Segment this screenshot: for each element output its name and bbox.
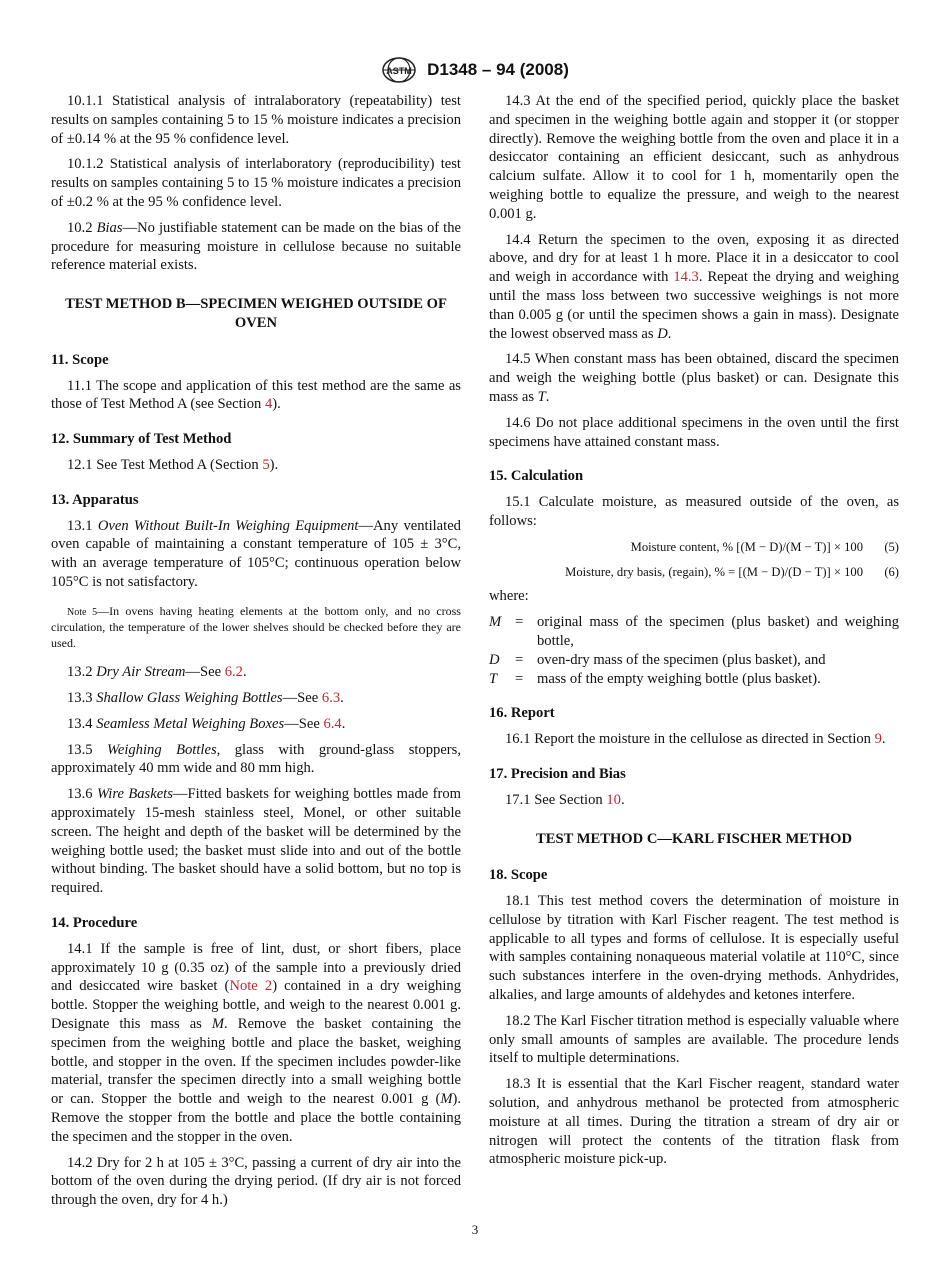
- paragraph-10-2: 10.2 Bias—No justifiable statement can be made on the bias of the procedure for measuring moisture in cellulose because no suitable reference material exists.: [51, 219, 461, 274]
- method-c-title: TEST METHOD C—KARL FISCHER METHOD: [536, 830, 852, 847]
- section-heading-17: 17. Precision and Bias: [489, 765, 626, 782]
- paragraph-13-6: 13.6 Wire Baskets—Fitted baskets for weighing bottles made from approximately 15-mesh stainless steel, Monel, or other suitable screen. The height and depth of the basket will be determined by the weighing bottle used; the basket must slide into and out of the bottle without binding. The basket should have a solid bottom, but no top is required.: [51, 786, 462, 897]
- page-header: [0, 56, 950, 84]
- note-link[interactable]: Note 2: [229, 978, 273, 995]
- paragraph-14-4: 14.4 Return the specimen to the oven, exposing it as directed above, and dry for at least 1 h more. Place it in a desiccator to cool and weigh in accordance with 14.3. Repeat the drying and weighing until the mass loss between two successive weighings is not more than 0.005 g (or until the specimen shows a gain in mass). Designate the lowest observed mass as D.: [489, 231, 899, 342]
- note-5: Note 5—In ovens having heating elements at the bottom only, and no cross circulation, the temperature of the lower shelves should be checked before they are used.: [51, 603, 461, 650]
- paragraph-14-3: 14.3 At the end of the specified period, quickly place the basket and specimen in the weighing bottle again and stopper it (or stopper directly). Remove the weighing bottle from the oven and place it in a desiccator containing an efficient desiccant, such as anhydrous calcium sulfate. Allow it to cool for 1 h, momentarily open the weighing bottle to equalize the pressure, and weigh to the nearest 0.001 g.: [489, 93, 899, 222]
- paragraph-11-1: 11.1 The scope and application of this test method are the same as those of Test Method A (see Section 4).: [51, 377, 461, 413]
- page-number: 3: [471, 1222, 479, 1237]
- method-b-title: TEST METHOD B—SPECIMEN WEIGHED OUTSIDE OF OVEN: [65, 296, 447, 331]
- paragraph-13-2: 13.2 Dry Air Stream—See 6.2.: [67, 664, 247, 681]
- section-link[interactable]: 14.3: [673, 269, 699, 286]
- section-heading-11: 11. Scope: [51, 351, 109, 368]
- paragraph-18-1: 18.1 This test method covers the determination of moisture in cellulose by titration with Karl Fischer reagent. The test method is applicable to all types and forms of cellulose. It is especially useful with samples containing nonaqueous material volatile at 110°C, since such substances interfere in the oven-drying methods. Anhydrides, alkalies, and large amounts of aldehydes and ketones interfere.: [489, 893, 899, 1004]
- where-label: where:: [489, 588, 529, 605]
- section-link[interactable]: 5: [262, 456, 270, 473]
- section-heading-18: 18. Scope: [489, 867, 548, 884]
- section-heading-13: 13. Apparatus: [51, 491, 139, 508]
- section-heading-15: 15. Calculation: [489, 468, 584, 485]
- paragraph-13-3: 13.3 Shallow Glass Weighing Bottles—See 6.3.: [67, 690, 344, 707]
- section-heading-12: 12. Summary of Test Method: [51, 431, 232, 448]
- section-heading-14: 14. Procedure: [51, 915, 138, 931]
- section-link[interactable]: 10: [606, 791, 621, 808]
- definition-row: T = mass of the empty weighing bottle (plus basket).: [489, 670, 821, 687]
- paragraph-14-2: 14.2 Dry for 2 h at 105 ± 3°C, passing a current of dry air into the bottom of the oven during the drying period. (If dry air is not forced through the oven, dry for 4 h.): [51, 1154, 461, 1209]
- section-link[interactable]: 9: [874, 731, 882, 748]
- section-link[interactable]: 6.2: [224, 664, 243, 681]
- definition-row: M = original mass of the specimen (plus basket) and weighing bottle,: [489, 614, 899, 649]
- paragraph-10-1-2: 10.1.2 Statistical analysis of interlaboratory (reproducibility) test results on samples containing 5 to 15 % moisture indicates a precision of ±0.2 % at the 95 % confidence level.: [51, 156, 461, 210]
- paragraph-18-2: 18.2 The Karl Fischer titration method is especially valuable where only small amounts of samples are available. The procedure lends itself to multiple determinations.: [489, 1012, 899, 1067]
- paragraph-13-4: 13.4 Seamless Metal Weighing Boxes—See 6.4.: [67, 715, 346, 732]
- paragraph-13-1: 13.1 Oven Without Built-In Weighing Equipment—Any ventilated oven capable of maintaining a constant temperature of 105 ± 3°C, with an average temperature of 105°C; continuous operation below 105°C is not satisfactory.: [51, 517, 461, 590]
- paragraph-14-5: 14.5 When constant mass has been obtained, discard the specimen and weigh the weighing bottle (plus basket) or can. Designate this mass as T.: [489, 351, 899, 405]
- section-heading-16: 16. Report: [489, 705, 555, 722]
- svg-text:ASTM: ASTM: [386, 66, 412, 76]
- paragraph-14-1: 14.1 If the sample is free of lint, dust, or short fibers, place approximately 10 g (0.35 oz) of the sample into a previously dried and desiccated wire basket (Note 2) contained in a dry weighing bottle. Stopper the weighing bottle, and weigh to the nearest 0.001 g. Designate this mass as M. Remove the basket containing the specimen from the weighing bottle and place the basket, weighing bottle, and stopper in the oven. If the specimen includes powder-like material, transfer the specimen directly into a small weighing bottle or can. Stopper the bottle and weigh to the nearest 0.001 g (M). Remove the stopper from the bottle and place the bottle containing the specimen and the stopper in the oven.: [51, 940, 461, 1145]
- paragraph-18-3: 18.3 It is essential that the Karl Fischer reagent, standard water solution, and anhydrous methanol be protected from atmospheric moisture at all times. During the titration a stream of dry air or nitrogen will protect the contents of the titration flask from atmospheric moisture pick-up.: [489, 1076, 899, 1168]
- paragraph-14-6: 14.6 Do not place additional specimens in the oven until the first specimens have attained constant mass.: [489, 414, 899, 450]
- astm-logo-icon: [381, 56, 417, 84]
- section-link[interactable]: 6.4: [323, 715, 342, 732]
- paragraph-10-1-1: 10.1.1 Statistical analysis of intralaboratory (repeatability) test results on samples containing 5 to 15 % moisture indicates a precision of ±0.14 % at the 95 % confidence level.: [51, 93, 461, 147]
- equation-6: Moisture, dry basis, (regain), % = [(M − D)/(D − T)] × 100 (6): [565, 564, 899, 579]
- variable-definitions: [489, 613, 899, 688]
- left-column: [51, 92, 461, 1217]
- paragraph-17-1: 17.1 See Section 10.: [505, 791, 625, 808]
- right-column: [489, 92, 899, 1176]
- paragraph-13-5: 13.5 Weighing Bottles, glass with ground-glass stoppers, approximately 40 mm wide and 80 mm high.: [51, 741, 461, 777]
- equation-5: Moisture content, % [(M − D)/(M − T)] × 100 (5): [630, 539, 899, 554]
- definition-row: D = oven-dry mass of the specimen (plus basket), and: [489, 651, 826, 668]
- paragraph-15-1: 15.1 Calculate moisture, as measured outside of the oven, as follows:: [489, 494, 899, 529]
- paragraph-12-1: 12.1 See Test Method A (Section 5).: [67, 456, 279, 473]
- section-link[interactable]: 4: [264, 396, 273, 413]
- standard-designation: D1348 – 94 (2008): [427, 60, 569, 79]
- paragraph-16-1: 16.1 Report the moisture in the cellulose as directed in Section 9.: [505, 731, 886, 748]
- section-link[interactable]: 6.3: [321, 690, 341, 707]
